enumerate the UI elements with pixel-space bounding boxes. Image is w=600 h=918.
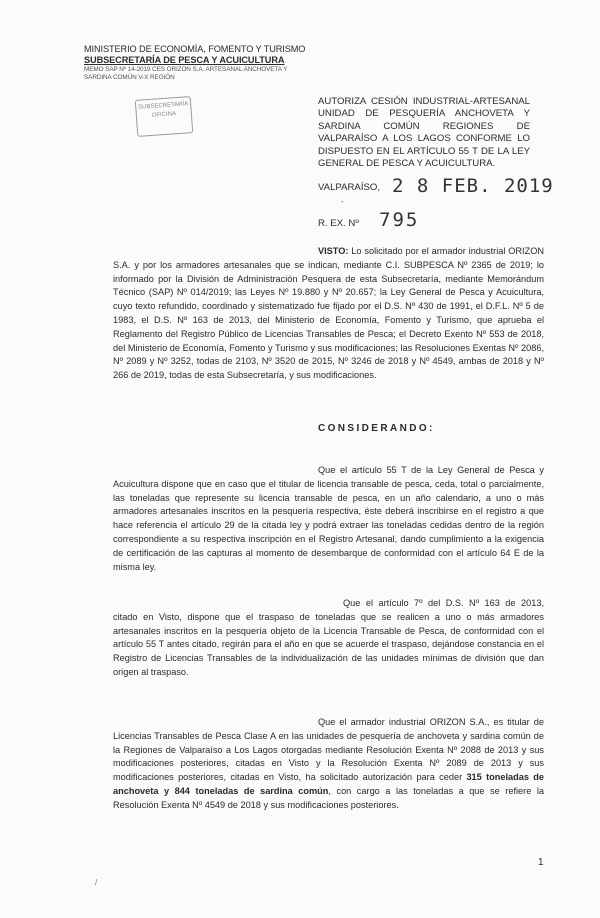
visto-paragraph <box>113 245 544 383</box>
margin-mark: / <box>95 878 98 887</box>
memo-reference-line-1: MEMO SAP Nº 14-2019 CES ORIZON S.A. ARTESANAL ANCHOVETA Y <box>84 66 288 73</box>
considerando-paragraph-3 <box>113 716 544 813</box>
resolution-label: R. EX. Nº <box>318 218 359 229</box>
resolution-date: 2 8 FEB. 2019 <box>392 175 554 197</box>
ministry-name: MINISTERIO DE ECONOMÍA, FOMENTO Y TURISMO <box>84 44 306 54</box>
considerando-3-text-a: Que el armador industrial ORIZON S.A., es titular de Licencias Transables de Pesca Clase A en las unidades de pesquería de anchoveta y sardina común de la Regiones de Valparaíso a Los Lagos otorgadas mediante Resolución Exenta Nº 2088 de 2013 y sus modificaciones posteriores, citadas en Visto y la Resolución Exenta Nº 2089 de 2013 y sus modificaciones posteriores, citadas en Visto, ha solicitado autorización para ceder <box>113 717 544 783</box>
resolution-subject: AUTORIZA CESIÓN INDUSTRIAL-ARTESANAL UNIDAD DE PESQUERÍA ANCHOVETA Y SARDINA COMÚN REGIONES DE VALPARAÍSO A LOS LAGOS CONFORME LO DISPUESTO EN EL ARTÍCULO 55 T DE LA LEY GENERAL DE PESCA Y ACUICULTURA. <box>318 96 530 170</box>
considerando-3-text-b: , con cargo a las toneladas a que se refiere la Resolución Exenta Nº 4549 de 2018 y sus modificaciones posteriores. <box>113 785 544 810</box>
visto-label: VISTO: <box>318 246 349 256</box>
considerando-1-text: Que el artículo 55 T de la Ley General de Pesca y Acuicultura dispone que en caso que el titular de licencia transable de pesca, ceda, total o parcialmente, las toneladas que represente su licencia transable de pesca, en un año calendario, a uno o más armadores artesanales inscritos en la pesquería respectiva, éste deberá inscribirse en el registro a que hace referencia el artículo 29 de la citada ley y podrá extraer las toneladas cedidas dentro de la región correspondiente a su respectiva inscripción en el Registro Artesanal, dando cumplimiento a la exigencia de certificación de las capturas al momento de desembarque de conformidad con el artículo 64 E de la misma ley. <box>113 465 544 572</box>
place-label: VALPARAÍSO, <box>318 182 381 193</box>
stamp-line-1: SUBSECRETARÍA <box>137 101 189 111</box>
considerando-paragraph-2 <box>113 597 544 680</box>
resolution-number: 795 <box>379 209 420 231</box>
letterhead <box>84 44 314 82</box>
office-stamp <box>135 96 193 137</box>
subsecretaria-name: SUBSECRETARÍA DE PESCA Y ACUICULTURA <box>84 55 285 65</box>
considerando-2-text: Que el artículo 7º del D.S. Nº 163 de 2013, citado en Visto, dispone que el traspaso de toneladas que se realicen a uno o más armadores artesanales inscritos en la pesquería objeto de la Licencia Transable de Pesca, de conformidad con el artículo 55 T antes citado, regirán para el año en que se acuerde el traspaso, dejándose constancia en el Registro de Licencias Transables de la individualización de las unidades mínimas de división que dan origen al traspaso. <box>113 598 544 677</box>
considerando-paragraph-1 <box>113 464 544 574</box>
visto-text: Lo solicitado por el armador industrial ORIZON S.A. y por los armadores artesanales que se indican, mediante C.I. SUBPESCA Nº 2365 de 2019; lo informado por la División de Administración Pesquera de esta Subsecretaría, mediante Memorándum Técnico (SAP) Nº 014/2019; las Leyes Nº 19.880 y Nº 20.657; la Ley General de Pesca y Acuicultura, cuyo texto refundido, coordinado y sistematizado fue fijado por el D.S. Nº 430 de 1991, el D.F.L. Nº 5 de 1983, el D.S. Nº 163 de 2013, del Ministerio de Economía, Fomento y Turismo, que aprueba el Reglamento del Registro Público de Licencias Transables de Pesca; el Decreto Exento Nº 553 de 2018, del Ministerio de Economía, Fomento y Turismo y sus modificaciones; las Resoluciones Exentas Nº 2086, Nº 2089 y Nº 3252, todas de 2103, Nº 3520 de 2015, Nº 3246 de 2018 y Nº 4549, ambas de 2018 y Nº 266 de 2019, todas de esta Subsecretaría, y sus modificaciones. <box>113 246 544 381</box>
stamp-line-2: OFICINA <box>151 111 177 119</box>
date-dash: - <box>341 197 344 206</box>
considerando-heading: CONSIDERANDO: <box>318 423 435 434</box>
memo-reference-line-2: SARDINA COMÚN V-X REGIÓN <box>84 74 175 81</box>
page-number: 1 <box>538 857 544 868</box>
ceded-tonnage: 315 toneladas de anchoveta y 844 toneladas de sardina común <box>113 772 544 796</box>
